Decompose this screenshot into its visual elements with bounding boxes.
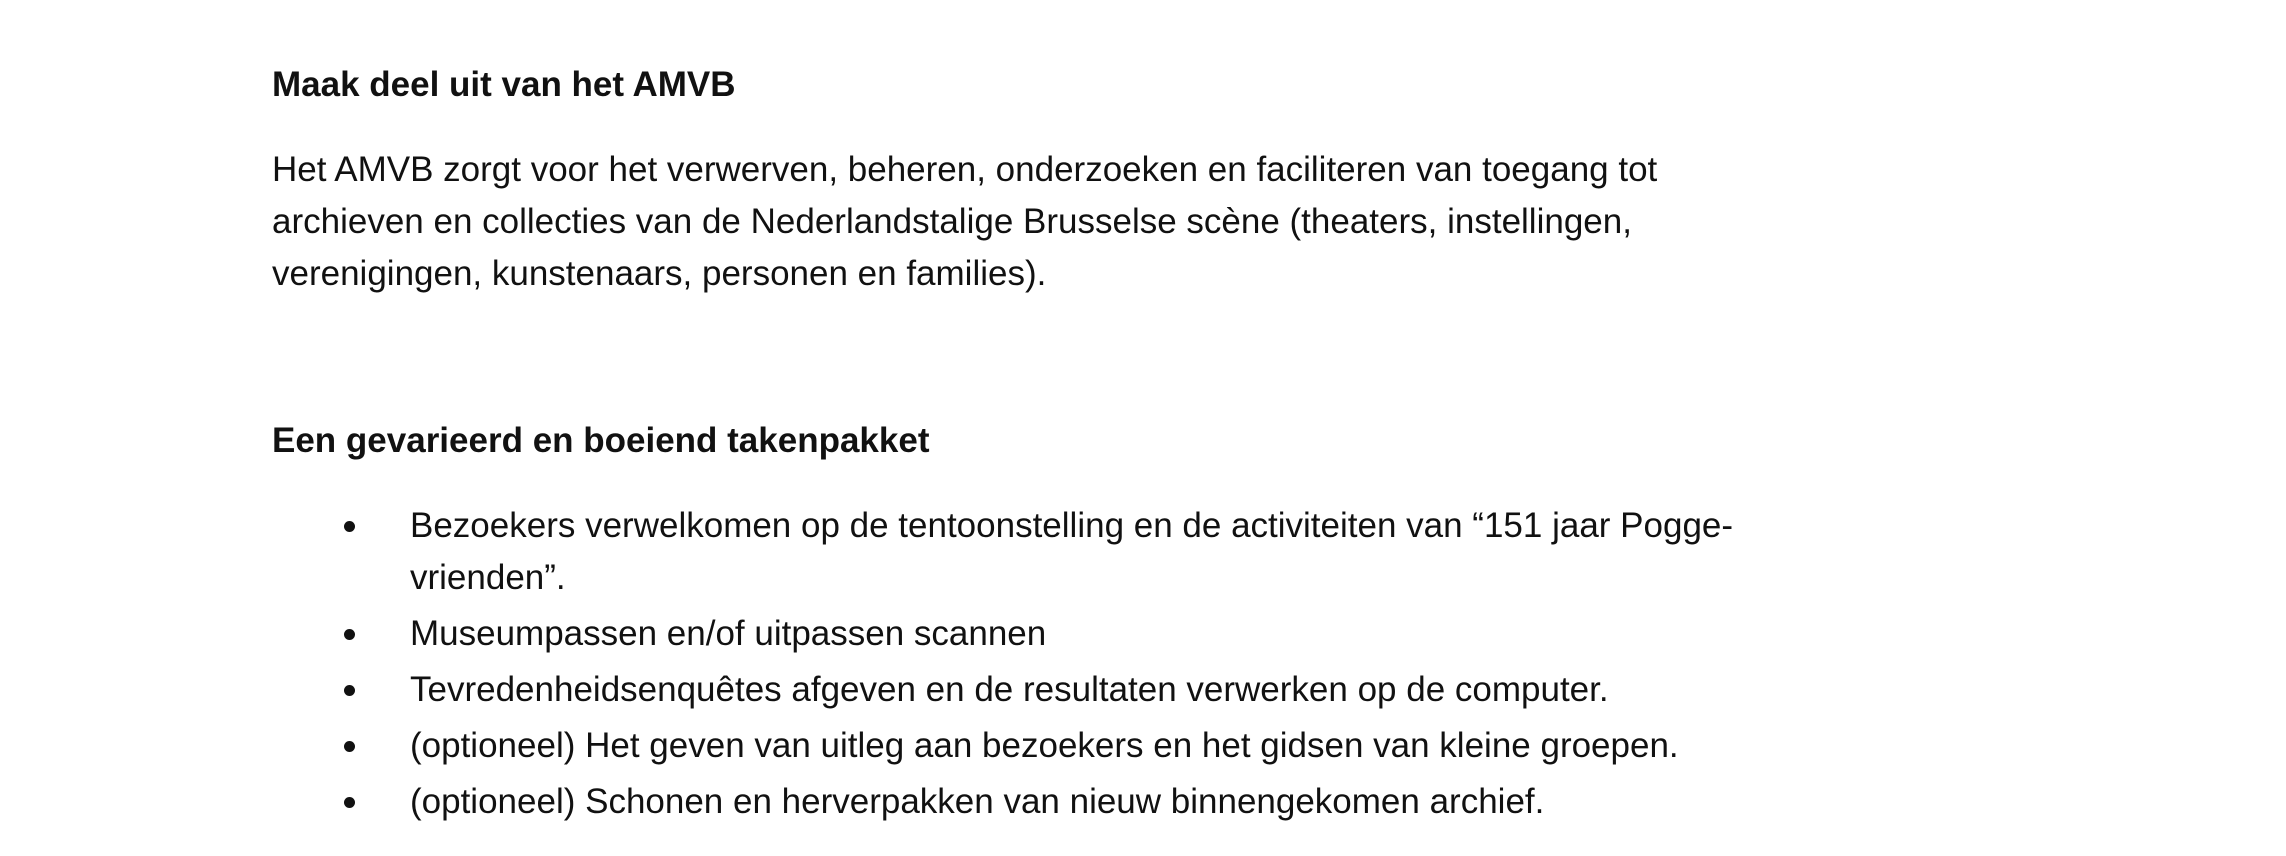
list-item (272, 664, 2172, 716)
list-item (272, 608, 2172, 660)
task-list (272, 500, 2172, 832)
list-item (272, 776, 2172, 828)
paragraph-line: Het AMVB zorgt voor het verwerven, beheren, onderzoeken en faciliteren van toegang tot (272, 150, 1658, 189)
bullet-icon (344, 629, 355, 640)
intro-paragraph (272, 144, 2052, 300)
list-item-text: (optioneel) Schonen en herverpakken van nieuw binnengekomen archief. (410, 782, 1545, 821)
list-item-text: Tevredenheidsenquêtes afgeven en de resultaten verwerken op de computer. (410, 670, 1609, 709)
list-item-text: Bezoekers verwelkomen op de tentoonstelling en de activiteiten van “151 jaar Pogge- (410, 506, 1734, 545)
paragraph-line: archieven en collecties van de Nederlandstalige Brusselse scène (theaters, instellingen, (272, 202, 1632, 241)
bullet-icon (344, 521, 355, 532)
section-heading-join: Maak deel uit van het AMVB (272, 65, 736, 104)
list-item (272, 720, 2172, 772)
list-item-text: Museumpassen en/of uitpassen scannen (410, 614, 1047, 653)
list-item (272, 500, 2172, 604)
bullet-icon (344, 741, 355, 752)
bullet-icon (344, 685, 355, 696)
list-item-text-continued: vrienden”. (410, 558, 566, 597)
list-item-text: (optioneel) Het geven van uitleg aan bezoekers en het gidsen van kleine groepen. (410, 726, 1679, 765)
bullet-icon (344, 797, 355, 808)
paragraph-line: verenigingen, kunstenaars, personen en families). (272, 254, 1047, 293)
section-heading-tasks: Een gevarieerd en boeiend takenpakket (272, 421, 930, 460)
